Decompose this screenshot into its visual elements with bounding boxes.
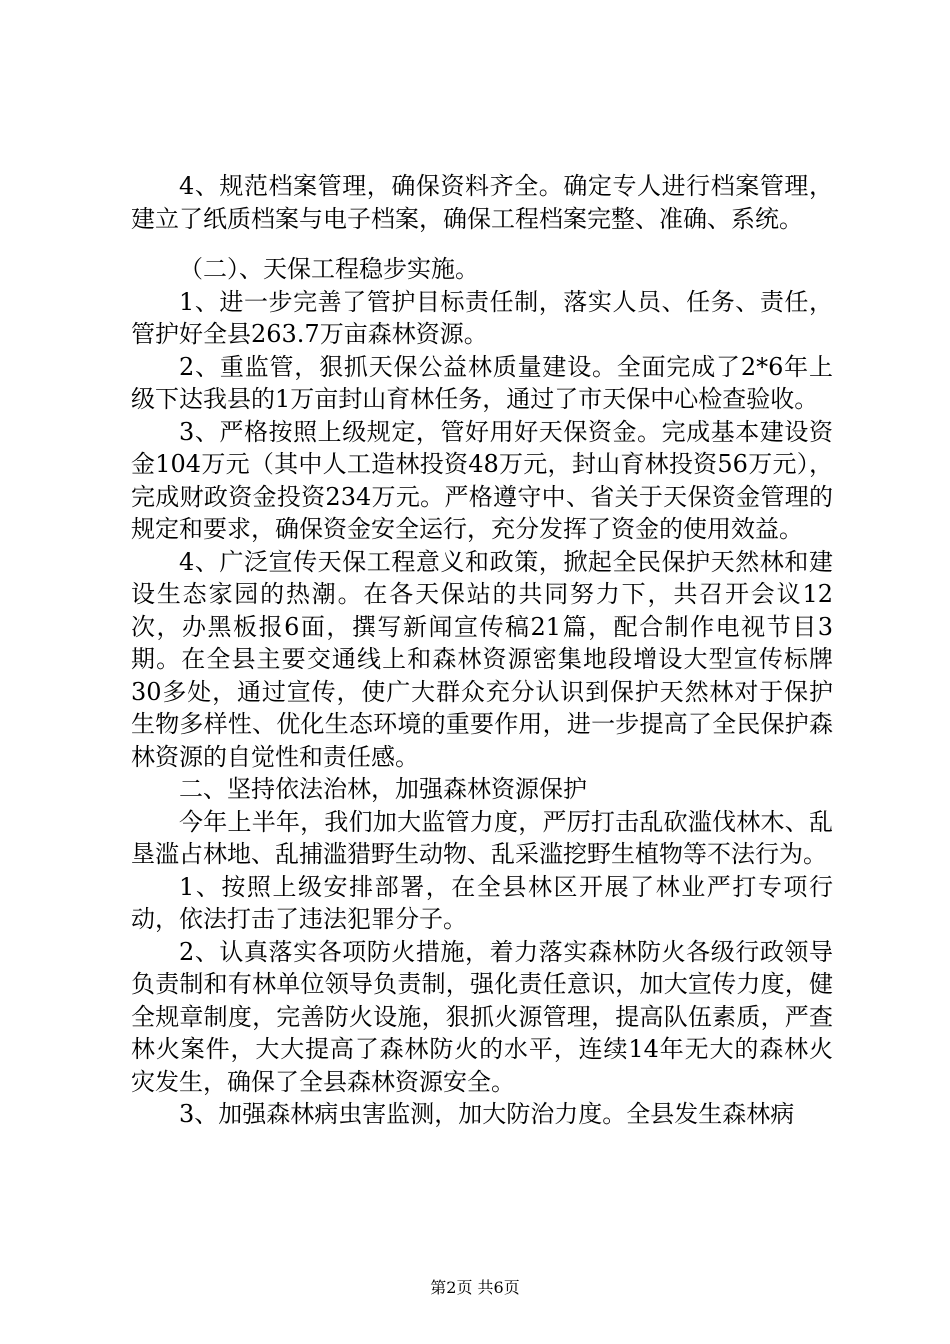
paragraph-supervision: 2、重监管，狠抓天保公益林质量建设。全面完成了2*6年上级下达我县的1万亩封山育林任务，通过了市天保中心检查验收。: [131, 352, 833, 413]
body-text: [131, 170, 833, 1131]
paragraph-crackdown: 今年上半年，我们加大监管力度，严厉打击乱砍滥伐林木、乱垦滥占林地、乱捕滥猎野生动物、乱采滥挖野生植物等不法行为。: [131, 807, 833, 868]
paragraph-responsibility: 1、进一步完善了管护目标责任制，落实人员、任务、责任，管护好全县263.7万亩森林资源。: [131, 287, 833, 348]
paragraph-fire-prevention: 2、认真落实各项防火措施，着力落实森林防火各级行政领导负责制和有林单位领导负责制，强化责任意识，加大宣传力度，健全规章制度，完善防火设施，狠抓火源管理，提高队伍素质，严查林火案件，大大提高了森林防火的水平，连续14年无大的森林火灾发生，确保了全县森林资源安全。: [131, 937, 833, 1096]
section-heading-law: 二、坚持依法治林，加强森林资源保护: [179, 775, 587, 803]
paragraph-funds: 3、严格按照上级规定，管好用好天保资金。完成基本建设资金104万元（其中人工造林投资48万元，封山育林投资56万元），完成财政资金投资234万元。严格遵守中、省关于天保资金管理的规定和要求，确保资金安全运行，充分发挥了资金的使用效益。: [131, 417, 833, 543]
section-heading-tianbao: （二）、天保工程稳步实施。: [179, 255, 479, 283]
paragraph-special-action: 1、按照上级安排部署，在全县林区开展了林业严打专项行动，依法打击了违法犯罪分子。: [131, 872, 833, 933]
paragraph-publicity: 4、广泛宣传天保工程意义和政策，掀起全民保护天然林和建设生态家园的热潮。在各天保站的共同努力下，共召开会议12次，办黑板报6面，撰写新闻宣传稿21篇，配合制作电视节目3期。在全县主要交通线上和森林资源密集地段增设大型宣传标牌30多处，通过宣传，使广大群众充分认识到保护天然林对于保护生物多样性、优化生态环境的重要作用，进一步提高了全民保护森林资源的自觉性和责任感。: [131, 547, 833, 771]
paragraph-archive-management: 4、规范档案管理，确保资料齐全。确定专人进行档案管理，建立了纸质档案与电子档案，确保工程档案完整、准确、系统。: [131, 172, 833, 233]
paragraph-pest-control: 3、加强森林病虫害监测，加大防治力度。全县发生森林病: [179, 1100, 795, 1128]
page-footer: 第2页 共6页: [430, 1278, 520, 1297]
